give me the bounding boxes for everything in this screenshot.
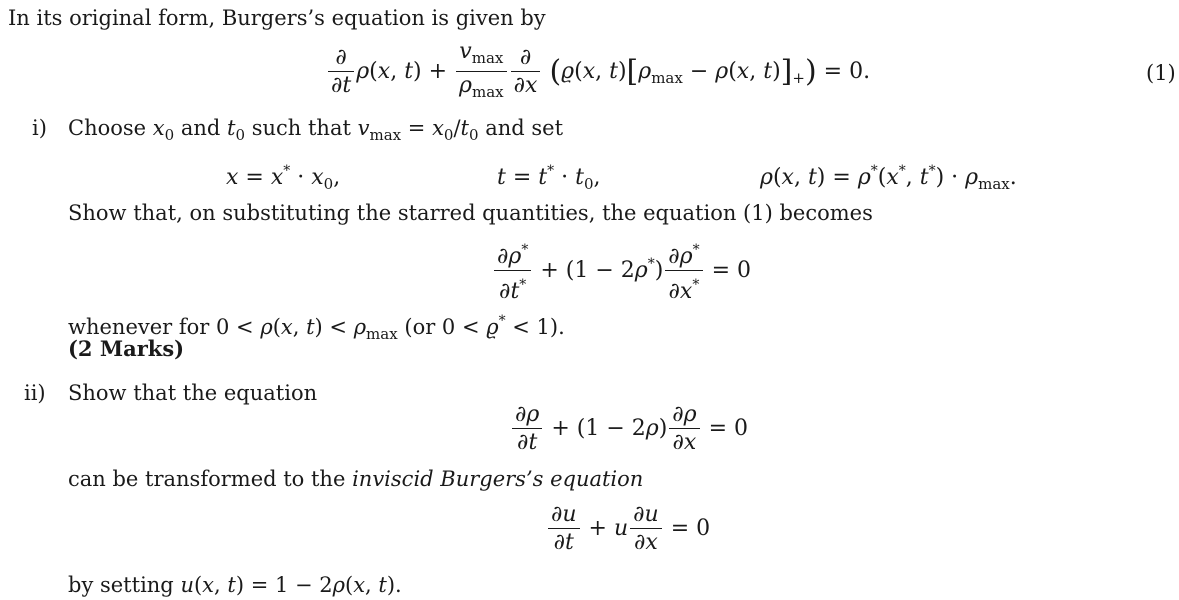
transform-text: can be transformed to the (68, 467, 346, 491)
by-setting-text: by setting (68, 573, 174, 597)
such-that-word: such that (251, 116, 351, 140)
or-word: (or (404, 315, 436, 339)
whenever-line: whenever for 0 < ρ(x, $t) < \rho_{max}$ (or 0 < ϱ* < 1). (68, 313, 565, 343)
substitution-text: Show that, on substituting the starred quantities, the equation (1) becomes (68, 201, 873, 225)
part-i-label: i) (32, 116, 47, 140)
inviscid-label: inviscid Burgers’s equation (352, 467, 644, 491)
and-word: and (180, 116, 221, 140)
equation-1-number: (1) (1146, 61, 1176, 85)
equation-rho: $\frac{\partial\rho}{\partial t}$ + (1 − 2ρ) $\frac{\partial\rho}{\partial x}$ = 0 (510, 403, 748, 455)
transform-line (68, 466, 643, 492)
show-equation-text: Show that the equation (68, 381, 318, 405)
intro-text: In its original form, Burgers’s equation is given by (8, 6, 546, 30)
equation-starred: $\frac{\partial\rho^*}{\partial t^*}$ + (1 − 2ρ*) $\frac{\partial\rho^*}{\partial x^*}$ = 0 (492, 238, 751, 304)
equation-inviscid: $\frac{\partial u}{\partial t}$ + u $\frac{\partial u}{\partial x}$ = 0 (546, 503, 710, 555)
equation-1: $\frac{\partial}{\partial t}$ ρ(x, t) + $\frac{v_{max}}{\rho_{max}}$ $\frac{\partial}{\partial x}$ (ϱ(x, $t)[\rho_{max} - \rho(x$, $t)]_+) = 0$. (326, 40, 870, 104)
scaling-rho: ρ(x, t) = ρ*(x*, $t^*) \cdot \rho_{max}$. (760, 163, 1017, 193)
whenever-word: whenever for (68, 315, 210, 339)
part-ii-label: ii) (24, 381, 46, 405)
choose-word: Choose (68, 116, 147, 140)
and-set-word: and set (485, 116, 564, 140)
part-i-choose-line: Choose $x_0$ and $t_0$ such that $v_{max} = x_0/t_0$ and set (68, 116, 564, 144)
setting-line: by setting u(x, t) = 1 − 2ρ(x, t). (68, 573, 402, 597)
marks-label: (2 Marks) (68, 336, 185, 361)
scaling-x: $x = x^* \cdot x_0$, (226, 163, 341, 193)
scaling-t: $t = t^* \cdot t_0$, (497, 163, 601, 193)
